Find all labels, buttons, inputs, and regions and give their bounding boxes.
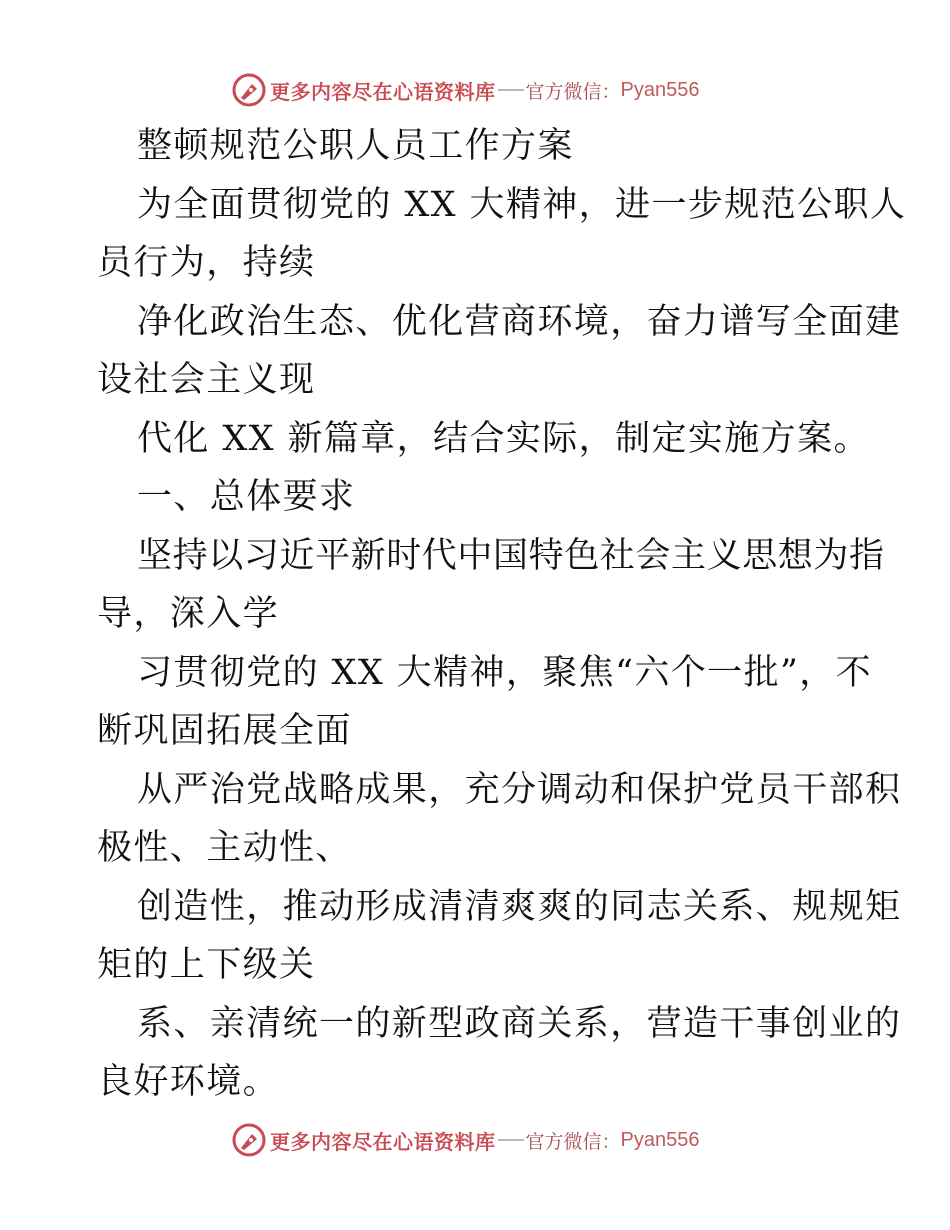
pen-nib-circle-icon: [232, 73, 266, 107]
paragraph-line: 良好环境。: [97, 1062, 280, 1102]
pen-nib-circle-icon: [232, 1123, 266, 1157]
paragraph-line: 导，深入学: [97, 594, 280, 634]
paragraph-line: 断巩固拓展全面: [97, 711, 352, 751]
paragraph-line: 员行为，持续: [97, 243, 316, 283]
banner-divider: [498, 1139, 524, 1141]
banner-main-text: 更多内容尽在心语资料库: [270, 1129, 496, 1154]
header-banner: [232, 70, 699, 110]
banner-sub-text: 官方微信：: [525, 80, 621, 103]
paragraph-line: 设社会主义现: [97, 360, 316, 400]
paragraph-line: 净化政治生态、优化营商环境，奋力谱写全面建: [137, 301, 902, 342]
banner-sub-text: 官方微信：: [525, 1130, 621, 1153]
paragraph-line: 创造性，推动形成清清爽爽的同志关系、规规矩: [137, 886, 902, 927]
banner-wechat-id: Pyan556: [620, 78, 700, 101]
paragraph-line: 矩的上下级关: [97, 945, 316, 985]
banner-wechat-id: Pyan556: [620, 1128, 700, 1151]
banner-main-text: 更多内容尽在心语资料库: [270, 79, 496, 104]
paragraph-line: 系、亲清统一的新型政商关系，营造干事创业的: [137, 1003, 902, 1044]
paragraph-line: 坚持以习近平新时代中国特色社会主义思想为指: [137, 535, 885, 576]
footer-banner: [232, 1120, 699, 1160]
section-heading: 一、总体要求: [137, 477, 356, 517]
document-body: [97, 117, 907, 1112]
paragraph-line: 习贯彻党的 XX 大精神，聚焦“六个一批”，不: [137, 652, 873, 693]
document-title: 整顿规范公职人员工作方案: [137, 126, 574, 166]
paragraph-line: 为全面贯彻党的 XX 大精神，进一步规范公职人: [137, 184, 907, 225]
banner-divider: [498, 89, 524, 91]
paragraph-line: 极性、主动性、: [97, 828, 352, 868]
paragraph-line: 代化 XX 新篇章，结合实际，制定实施方案。: [137, 418, 870, 459]
paragraph-line: 从严治党战略成果，充分调动和保护党员干部积: [137, 769, 902, 810]
